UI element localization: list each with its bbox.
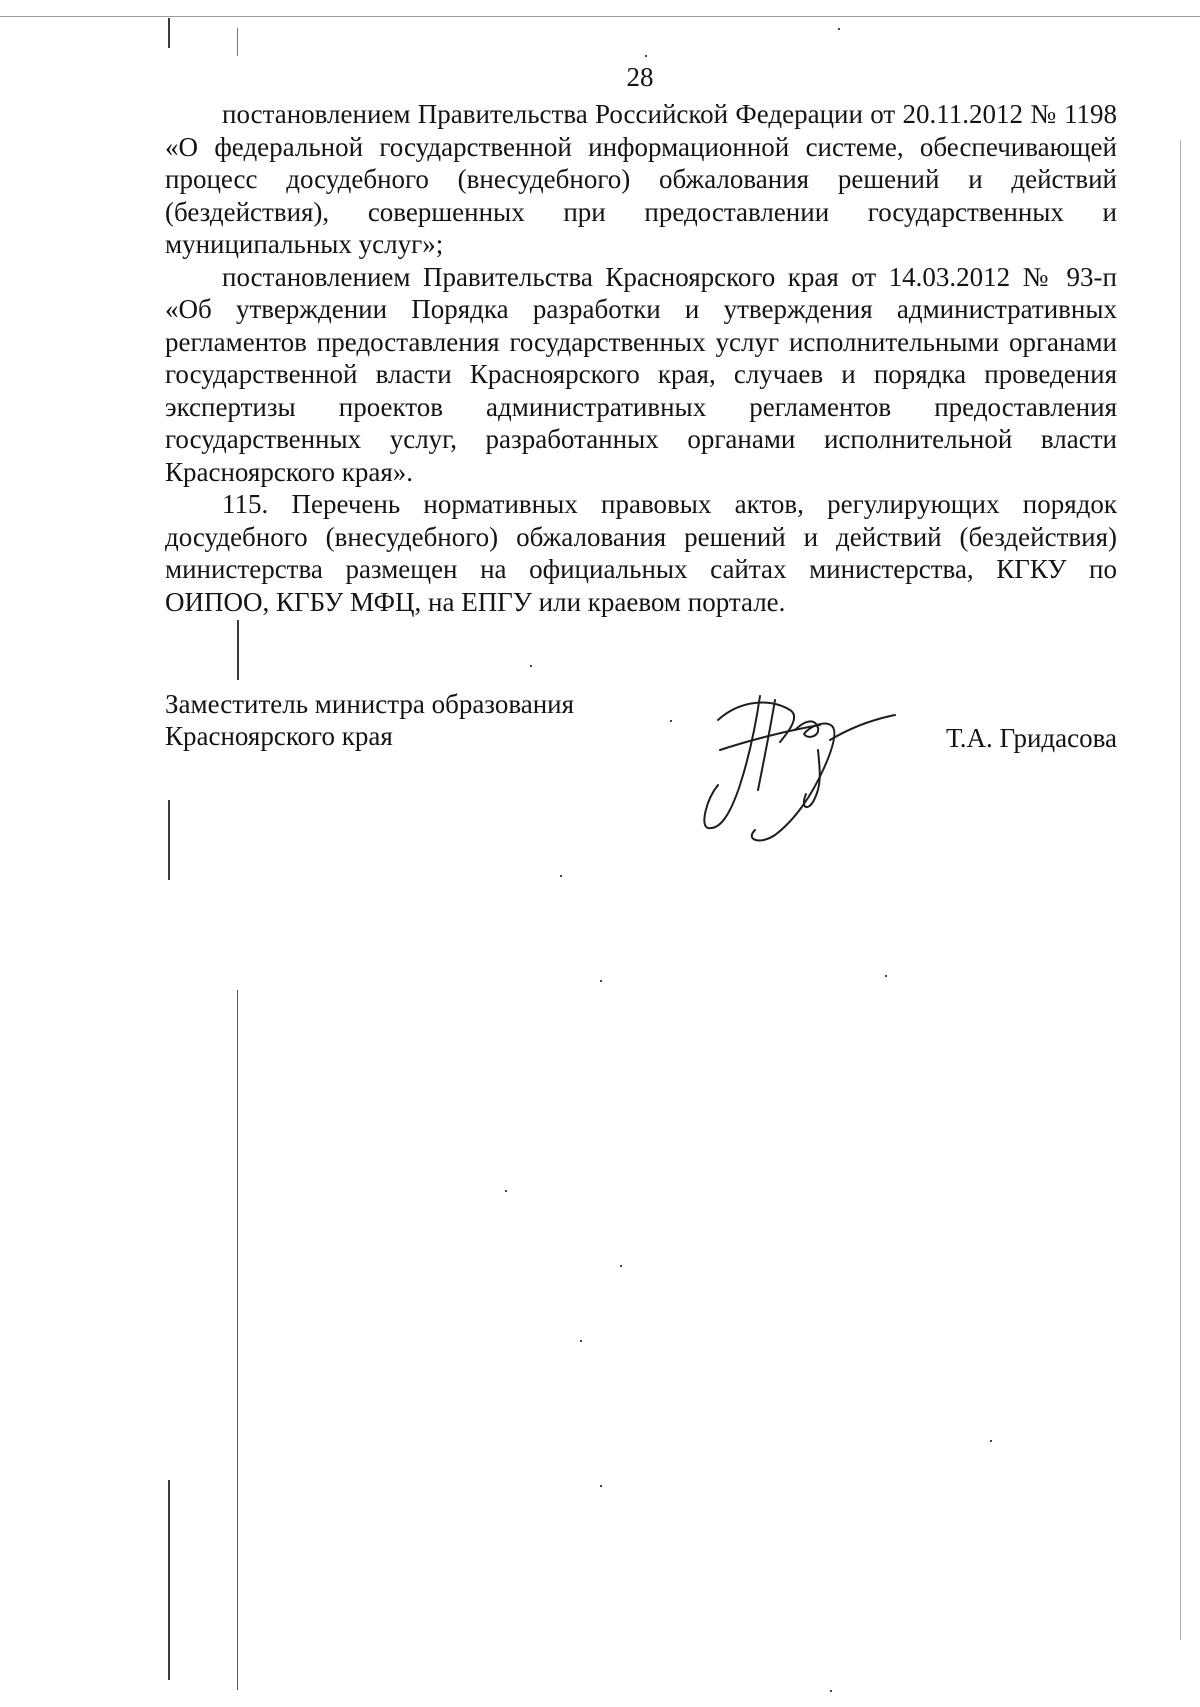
signatory-position: Заместитель министра образования xyxy=(165,689,575,719)
scan-speck xyxy=(600,980,602,982)
scan-right-edge xyxy=(1180,140,1181,1640)
handwritten-signature xyxy=(700,690,920,845)
scan-left-line xyxy=(237,990,238,1690)
signatory-name: Т.А. Гридасова xyxy=(946,723,1117,753)
scan-speck xyxy=(600,1485,602,1487)
scan-speck xyxy=(830,1690,832,1692)
scan-top-edge xyxy=(0,16,1200,17)
scan-speck xyxy=(645,55,647,57)
scan-left-line xyxy=(168,1480,170,1680)
scan-speck xyxy=(505,1190,507,1192)
scan-speck xyxy=(560,875,562,877)
scan-speck xyxy=(670,720,672,722)
scan-left-line xyxy=(168,18,170,48)
scan-left-line xyxy=(237,28,238,56)
scan-speck xyxy=(838,28,840,30)
document-body xyxy=(165,98,1117,618)
paragraph: постановлением Правительства Российской Федерации от 20.11.2012 № 1198 «О федеральной государственной информационной системе, обеспечивающей процесс досудебного (внесудебного) обжалования решений и действий (бездействия), совершенных при предоставлении государственных и муниципальных услуг»; xyxy=(165,99,1117,259)
page-number: 28 xyxy=(626,62,654,92)
scan-speck xyxy=(990,1440,992,1442)
paragraph: постановлением Правительства Красноярского края от 14.03.2012 № 93-п «Об утверждении Порядка разработки и утверждения административных регламентов предоставления государственных услуг исполнительными органами государственной власти Красноярского края, случаев и порядка проведения экспертизы проектов административных регламентов предоставления государственных услуг, разработанных органами исполнительной власти Красноярского края». xyxy=(165,261,1117,487)
scan-speck xyxy=(530,665,532,667)
scan-speck xyxy=(885,975,887,977)
signatory-region: Красноярского края xyxy=(165,721,393,751)
scan-left-line xyxy=(237,620,239,680)
signature-block xyxy=(165,688,1117,848)
scan-speck xyxy=(620,1265,622,1267)
scan-speck xyxy=(580,1340,582,1342)
paragraph: 115. Перечень нормативных правовых актов, регулирующих порядок досудебного (внесудебного) обжалования решений и действий (бездействия) министерства размещен на официальных сайтах министерства, КГКУ по ОИПОО, КГБУ МФЦ, на ЕПГУ или краевом портале. xyxy=(165,489,1117,617)
